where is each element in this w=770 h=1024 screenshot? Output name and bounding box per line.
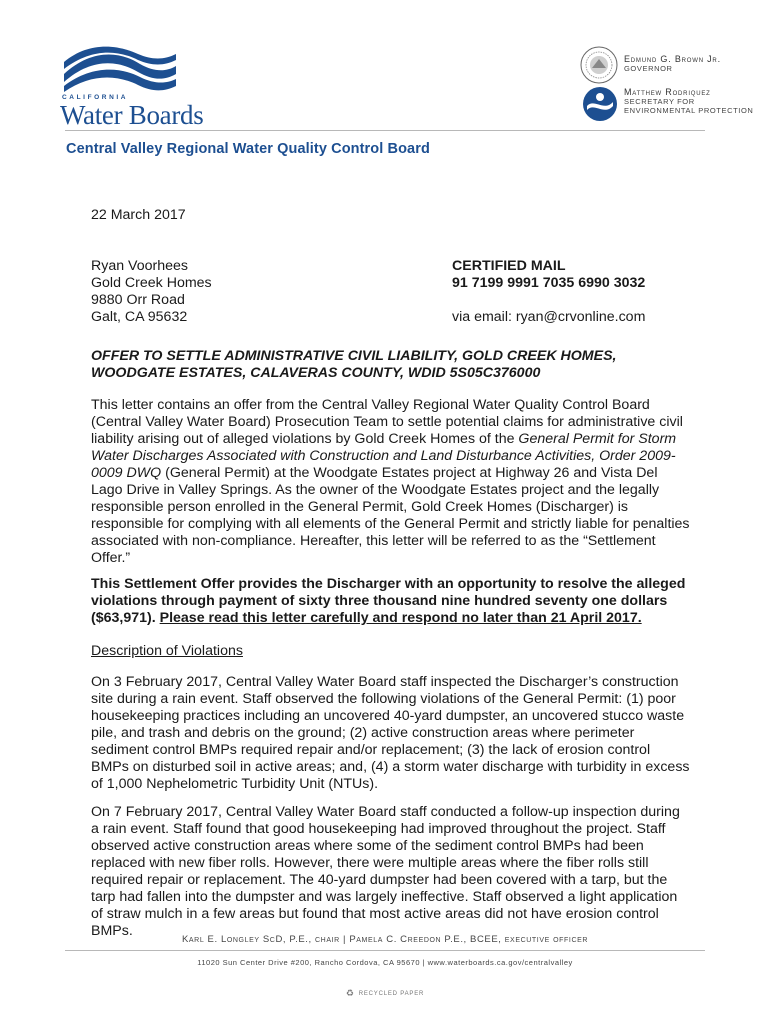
water-boards-logo xyxy=(60,44,204,130)
paragraph-intro xyxy=(91,397,691,567)
paragraph-intro-b: (General Permit) at the Woodgate Estates project at Highway 26 and Vista Del Lago Drive in Valley Springs. As the owner of the Woodgate Estates project and the legally responsible person enrolled in the General Permit, Gold Creek Homes (Discharger) is responsible for complying with all elements of the General Permit and strictly liable for penalties associated with non-compliance. Hereafter, this letter will be referred to as the “Settlement Offer.” xyxy=(91,465,690,566)
mail-email[interactable]: via email: ryan@crvonline.com xyxy=(452,309,646,325)
footer-divider xyxy=(65,950,705,951)
governor-block xyxy=(624,54,721,73)
mail-tracking: 91 7199 9991 7035 6990 3032 xyxy=(452,275,646,291)
recycle-icon: ♻ xyxy=(345,988,355,998)
logo-name: Water Boards xyxy=(60,100,204,130)
description-heading: Description of Violations xyxy=(91,643,243,659)
recycled-paper-label: RECYCLED PAPER xyxy=(358,991,425,998)
settlement-amount-text: This Settlement Offer provides the Discharger with an opportunity to resolve the alleged violations through payment of sixty three thousand nine hundred seventy one dollars ($63,971). xyxy=(91,576,686,626)
footer-officers: Karl E. Longley ScD, P.E., chair | Pamela C. Creedon P.E., BCEE, executive officer xyxy=(181,934,589,945)
state-seal-icon xyxy=(580,46,618,84)
response-deadline: Please read this letter carefully and respond no later than 21 April 2017. xyxy=(159,610,642,626)
header-divider xyxy=(65,130,705,131)
secretary-title-line2: ENVIRONMENTAL PROTECTION xyxy=(624,106,754,115)
logo-state-label: CALIFORNIA xyxy=(62,94,129,101)
secretary-title-line1: SECRETARY FOR xyxy=(624,97,695,106)
governor-name: Edmund G. Brown Jr. xyxy=(624,54,721,64)
recipient-company: Gold Creek Homes xyxy=(91,275,212,291)
calepa-logo-icon xyxy=(582,86,618,122)
paragraph-first-inspection: On 3 February 2017, Central Valley Water Board staff inspected the Discharger’s construction site during a rain event. Staff observed the following violations of the General Permit: (1) poor housekeeping practices including an uncovered 40-yard dumpster, an uncovered stucco waste pile, and trash and debris on the ground; (2) active construction areas where perimeter sediment control BMPs required repair and/or replacement; (3) the lack of erosion control BMPs on disturbed soil in active areas; and, (4) a storm water discharge with turbidity in excess of 1,000 Nephelometric Turbidity Unit (NTUs). xyxy=(91,674,690,792)
governor-title: GOVERNOR xyxy=(624,64,673,73)
letter-date: 22 March 2017 xyxy=(91,207,186,223)
general-permit-title: General Permit for Storm Water Discharges Associated with Construction and Land Disturbance Activities, Order 2009-0009 DWQ xyxy=(91,431,677,481)
recipient-name: Ryan Voorhees xyxy=(91,258,189,274)
mail-method: CERTIFIED MAIL xyxy=(452,258,566,274)
letter-subject: OFFER TO SETTLE ADMINISTRATIVE CIVIL LIABILITY, GOLD CREEK HOMES, WOODGATE ESTATES, CALAVERAS COUNTY, WDID 5S05C376000 xyxy=(91,348,617,381)
recipient-address xyxy=(91,258,391,326)
recycled-paper-note xyxy=(0,988,770,999)
secretary-name: Matthew Rodriquez xyxy=(624,87,711,97)
waves-icon xyxy=(60,44,178,92)
paragraph-settlement-offer xyxy=(91,576,691,627)
recipient-street: 9880 Orr Road xyxy=(91,292,185,308)
secretary-block xyxy=(624,88,753,115)
mail-block xyxy=(452,258,645,326)
paragraph-followup-inspection: On 7 February 2017, Central Valley Water Board staff conducted a follow-up inspection during a rain event. Staff found that good housekeeping had improved throughout the project. Staff observed active construction areas where some of the sediment control BMPs had been replaced with new fiber rolls. However, there were multiple areas where the fiber rolls still required repair or replacement. The 40-yard dumpster had been covered with a tarp, but the tarp had fallen into the dumpster and was largely ineffective. Staff observed a light application of straw mulch in a few areas but found that most active areas did not have erosion control BMPs. xyxy=(91,804,680,939)
board-name: Central Valley Regional Water Quality Control Board xyxy=(66,141,430,157)
recipient-city: Galt, CA 95632 xyxy=(91,309,188,325)
footer-address: 11020 Sun Center Drive #200, Rancho Cordova, CA 95670 | www.waterboards.ca.gov/centralvalley xyxy=(197,958,573,967)
paragraph-intro-a: This letter contains an offer from the Central Valley Regional Water Quality Control Board (Central Valley Water Board) Prosecution Team to settle potential claims for administrative civil liability arising out of alleged violations by Gold Creek Homes of the xyxy=(91,397,683,447)
